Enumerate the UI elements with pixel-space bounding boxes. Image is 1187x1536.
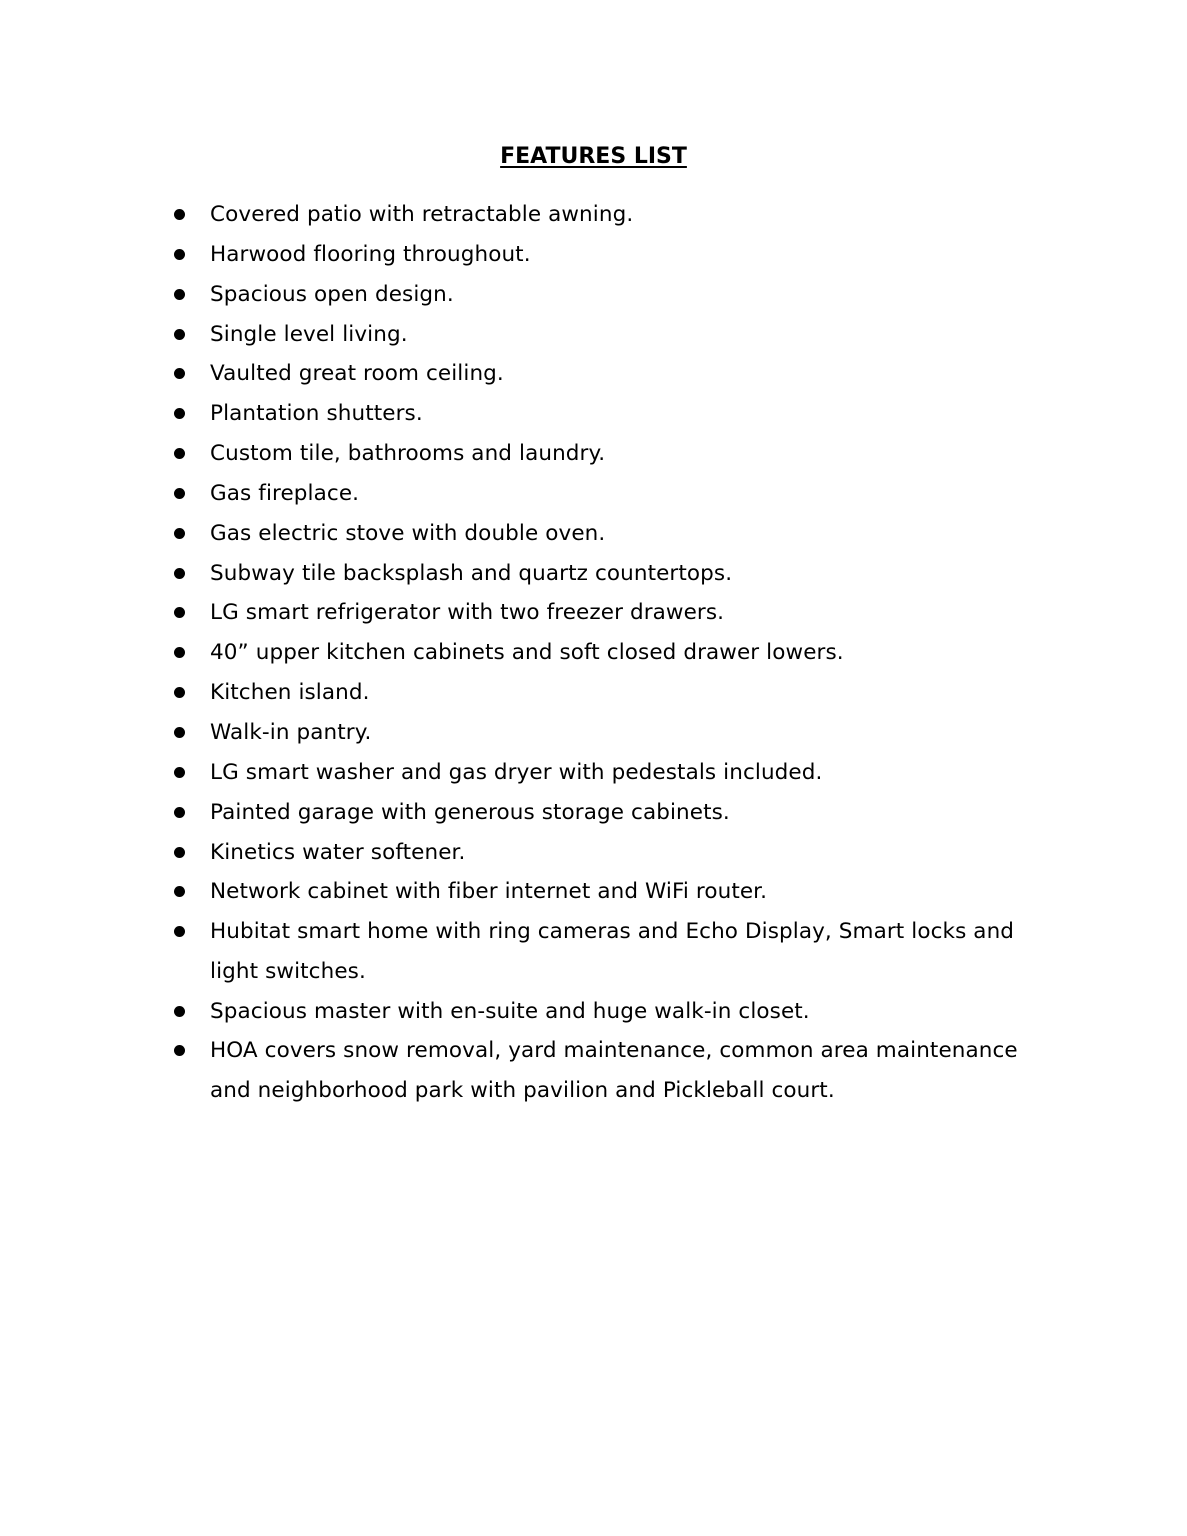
bullet-icon — [174, 209, 185, 220]
feature-text: Network cabinet with fiber internet and WiFi router. — [210, 879, 768, 905]
bullet-icon — [174, 568, 185, 579]
page-title-text: FEATURES LIST — [500, 144, 687, 169]
bullet-icon — [174, 926, 185, 937]
feature-text: Custom tile, bathrooms and laundry. — [210, 441, 606, 467]
feature-text: Harwood flooring throughout. — [210, 241, 531, 267]
bullet-icon — [174, 528, 185, 539]
bullet-icon — [174, 647, 185, 658]
feature-text: LG smart washer and gas dryer with pedestals included. — [210, 759, 823, 785]
feature-text: HOA covers snow removal, yard maintenance, common area maintenance and neighborhood park with pavilion and Pickleball court. — [210, 1038, 1018, 1103]
feature-text: 40” upper kitchen cabinets and soft closed drawer lowers. — [210, 640, 844, 666]
feature-text: LG smart refrigerator with two freezer drawers. — [210, 600, 725, 626]
feature-item — [0, 633, 1187, 673]
feature-item — [0, 474, 1187, 514]
feature-text: Vaulted great room ceiling. — [210, 361, 504, 387]
feature-item — [0, 753, 1187, 793]
bullet-icon — [174, 767, 185, 778]
feature-item — [0, 872, 1187, 912]
feature-text: Spacious open design. — [210, 281, 454, 307]
feature-item — [0, 434, 1187, 474]
feature-item — [0, 593, 1187, 633]
features-list — [0, 195, 1187, 1111]
feature-text: Subway tile backsplash and quartz countertops. — [210, 560, 733, 586]
feature-text: Spacious master with en-suite and huge walk-in closet. — [210, 998, 810, 1024]
feature-item — [0, 673, 1187, 713]
feature-text: Walk-in pantry. — [210, 719, 372, 745]
feature-text: Gas fireplace. — [210, 480, 360, 506]
bullet-icon — [174, 687, 185, 698]
feature-item — [0, 992, 1187, 1032]
feature-item — [0, 1031, 1187, 1110]
feature-item — [0, 235, 1187, 275]
bullet-icon — [174, 1006, 185, 1017]
bullet-icon — [174, 368, 185, 379]
bullet-icon — [174, 847, 185, 858]
bullet-icon — [174, 249, 185, 260]
feature-item — [0, 912, 1187, 991]
bullet-icon — [174, 448, 185, 459]
feature-text: Kinetics water softener. — [210, 839, 466, 865]
feature-item — [0, 195, 1187, 235]
bullet-icon — [174, 607, 185, 618]
bullet-icon — [174, 488, 185, 499]
feature-text: Plantation shutters. — [210, 401, 423, 427]
bullet-icon — [174, 886, 185, 897]
feature-text: Single level living. — [210, 321, 408, 347]
page-title — [0, 142, 1187, 172]
feature-text: Kitchen island. — [210, 680, 370, 706]
feature-item — [0, 713, 1187, 753]
feature-text: Covered patio with retractable awning. — [210, 202, 634, 227]
feature-item — [0, 315, 1187, 355]
feature-item — [0, 833, 1187, 873]
feature-item — [0, 354, 1187, 394]
feature-text: Gas electric stove with double oven. — [210, 520, 606, 546]
bullet-icon — [174, 727, 185, 738]
feature-text: Painted garage with generous storage cabinets. — [210, 799, 730, 825]
feature-item — [0, 514, 1187, 554]
bullet-icon — [174, 289, 185, 300]
bullet-icon — [174, 408, 185, 419]
bullet-icon — [174, 807, 185, 818]
feature-item — [0, 554, 1187, 594]
feature-item — [0, 394, 1187, 434]
feature-item — [0, 275, 1187, 315]
feature-item — [0, 793, 1187, 833]
bullet-icon — [174, 1045, 185, 1056]
bullet-icon — [174, 329, 185, 340]
feature-text: Hubitat smart home with ring cameras and Echo Display, Smart locks and light switches. — [210, 919, 1015, 984]
